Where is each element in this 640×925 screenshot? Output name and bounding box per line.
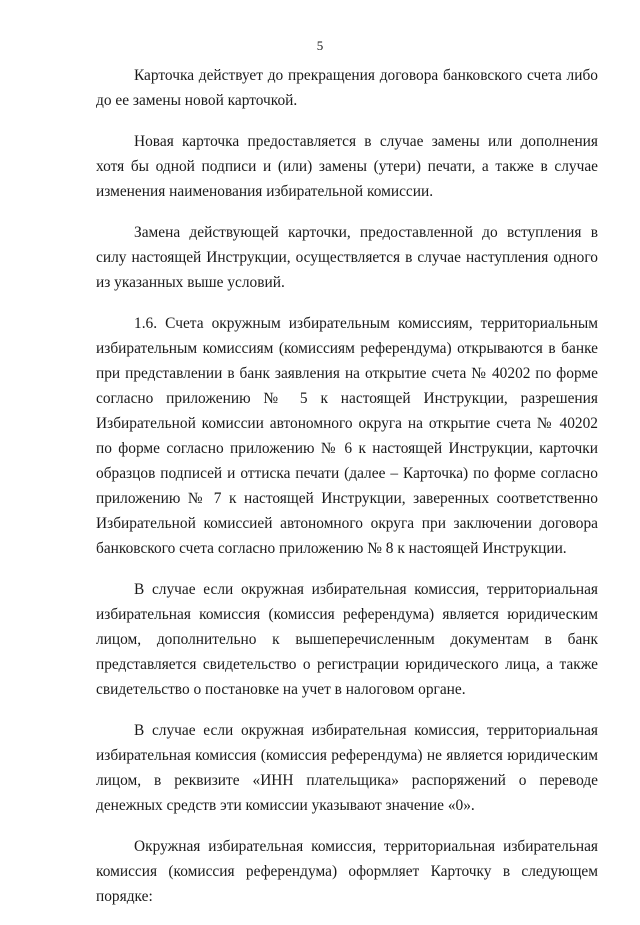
paragraph-section-1-6: 1.6. Счета окружным избирательным комиссиям, территориальным избирательным комиссиям (комиссиям референдума) открываются в банке при представлении в банк заявления на открытие счета № 40202 по форме согласно приложению № 5 к настоящей Инструкции, разрешения Избирательной комиссии автономного округа на открытие счета № 40202 по форме согласно приложению № 6 к настоящей Инструкции, карточки образцов подписей и оттиска печати (далее – Карточка) по форме согласно приложению № 7 к настоящей Инструкции, заверенных соответственно Избирательной комиссией автономного округа при заключении договора банковского счета согласно приложению № 8 к настоящей Инструкции.: [96, 315, 598, 557]
page-number: 5: [316, 38, 324, 53]
paragraph-not-legal-entity: В случае если окружная избирательная комиссия, территориальная избирательная комиссия (комиссия референдума) не является юридическим лицом, в реквизите «ИНН плательщика» распоряжений о переводе денежных средств эти комиссии указывают значение «0».: [96, 722, 598, 814]
paragraph-card-procedure: Окружная избирательная комиссия, территориальная избирательная комиссия (комиссия референдума) оформляет Карточку в следующем порядке:: [96, 838, 598, 905]
document-body: [96, 63, 598, 925]
paragraph-card-validity: Карточка действует до прекращения договора банковского счета либо до ее замены новой карточкой.: [96, 67, 598, 109]
paragraph-new-card: Новая карточка предоставляется в случае замены или дополнения хотя бы одной подписи и (или) замены (утери) печати, а также в случае изменения наименования избирательной комиссии.: [96, 133, 598, 200]
paragraph-legal-entity: В случае если окружная избирательная комиссия, территориальная избирательная комиссия (комиссия референдума) является юридическим лицом, дополнительно к вышеперечисленным документам в банк представляется свидетельство о регистрации юридического лица, а также свидетельство о постановке на учет в налоговом органе.: [96, 581, 598, 698]
paragraph-card-replacement: Замена действующей карточки, предоставленной до вступления в силу настоящей Инструкции, осуществляется в случае наступления одного из указанных выше условий.: [96, 224, 598, 291]
